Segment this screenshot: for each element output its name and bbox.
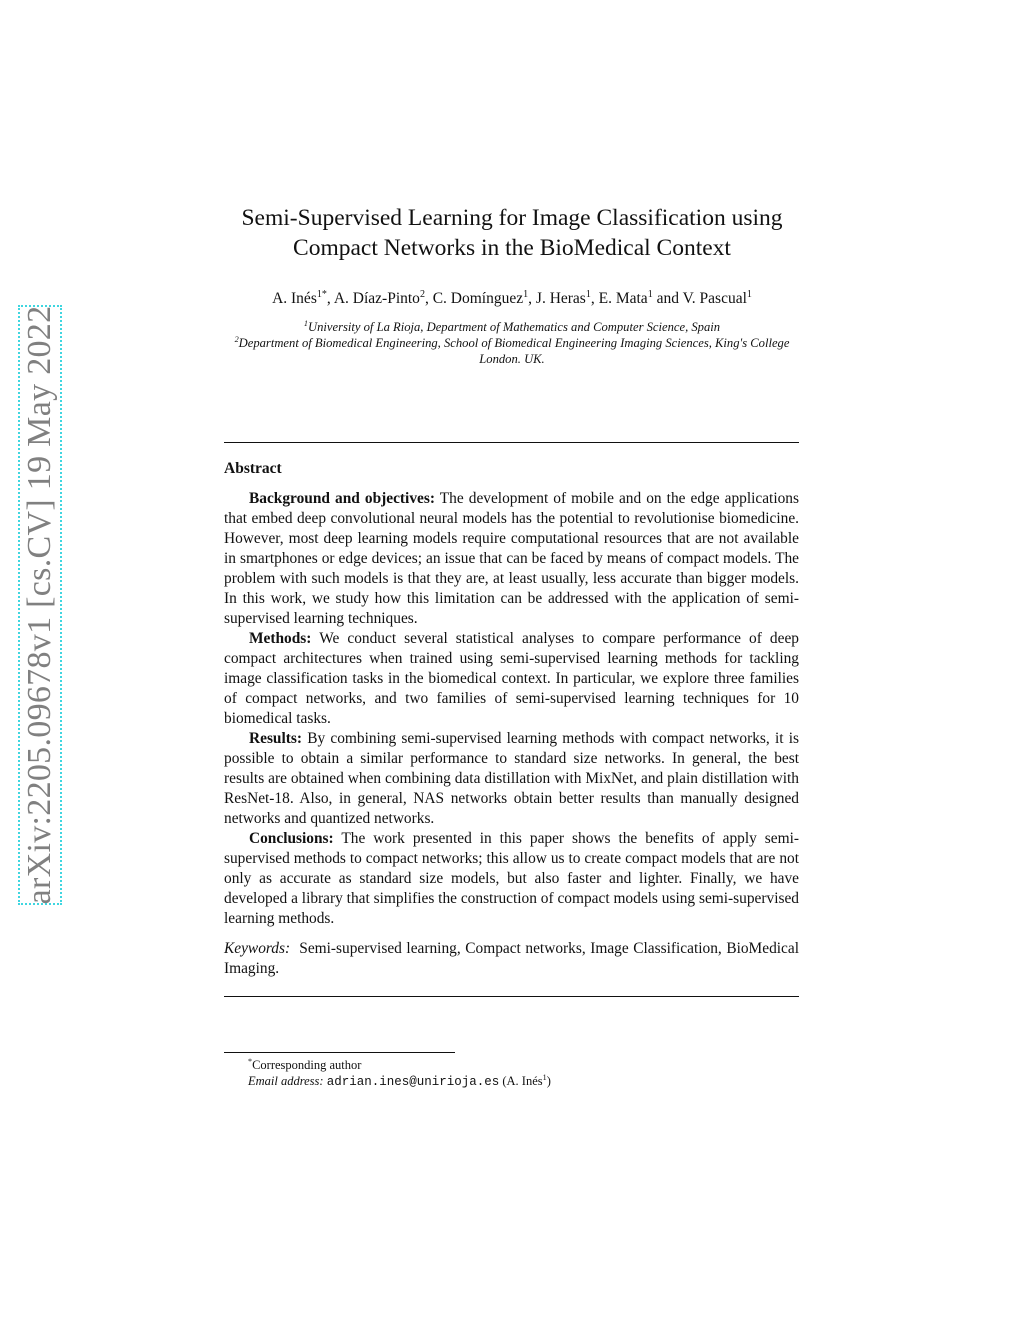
abstract-heading: Abstract: [224, 460, 282, 477]
paper-title: [200, 203, 824, 263]
keywords: Keywords: Semi-supervised learning, Compact networks, Image Classification, BioMedical Imaging.: [224, 940, 799, 977]
bottom-rule: [224, 996, 799, 997]
abstract-background: Background and objectives: The development of mobile and on the edge applications that embed deep convolutional neural models has the potential to revolutionise biomedicine. However, most deep learning models require computational resources that are not available in smartphones or edge devices; an issue that can be faced by means of compact models. The problem with such models is that they are, at least usually, less accurate than bigger models. In this work, we study how this limitation can be addressed with the application of semi-supervised learning techniques.: [224, 490, 799, 627]
author: E. Mata$^1$: [598, 288, 653, 307]
title-line-2: Compact Networks in the BioMedical Context: [293, 235, 731, 261]
author: A. Díaz-Pinto$^2$: [333, 288, 425, 307]
arxiv-stamp: [18, 305, 62, 905]
author: A. Inés$^{1*}$: [272, 288, 327, 307]
top-rule: [224, 442, 799, 443]
footnote-rule: [224, 1052, 455, 1053]
author: C. Domínguez$^1$: [432, 288, 529, 307]
email-link[interactable]: adrian.ines@unirioja.es: [326, 1075, 500, 1089]
corresponding-author-note: *Corresponding author: [248, 1056, 362, 1072]
affiliation: $^2$Department of Biomedical Engineering, School of Biomedical Engineering Imaging Sciences, King's College London. UK.: [234, 334, 790, 366]
footnote: [248, 1057, 551, 1090]
affiliations: [224, 319, 800, 367]
abstract-conclusions: Conclusions: The work presented in this paper shows the benefits of apply semi-supervised methods to compact networks; this allow us to create compact models that are not only as accurate as standard size models, but also faster and lighter. Finally, we have developed a library that simplifies the construction of compact models using semi-supervised learning methods.: [224, 830, 799, 927]
author: J. Heras$^1$: [535, 288, 591, 307]
abstract-methods: Methods: We conduct several statistical analyses to compare performance of deep compact architectures when trained using semi-supervised learning methods for tackling image classification tasks in the biomedical context. In particular, we explore three families of compact networks, and two families of semi-supervised learning techniques for 10 biomedical tasks.: [224, 630, 799, 727]
abstract-results: Results: By combining semi-supervised learning methods with compact networks, it is possible to obtain a similar performance to standard size networks. In general, the best results are obtained when combining data distillation with MixNet, and plain distillation with ResNet-18. Also, in general, NAS networks obtain better results than manually designed networks and quantized networks.: [224, 730, 799, 827]
author: V. Pascual$^1$: [682, 288, 752, 307]
author-list: A. Inés$^{1*}$, A. Díaz-Pinto$^2$, C. Domínguez$^1$, J. Heras$^1$, E. Mata$^1$ and V. Pascual$^1$: [272, 288, 752, 307]
title-line-1: Semi-Supervised Learning for Image Classification using: [241, 205, 783, 231]
abstract-body: [224, 489, 799, 979]
affiliation: $^1$University of La Rioja, Department of Mathematics and Computer Science, Spain: [303, 318, 721, 334]
arxiv-id: arXiv:2205.09678v1 [cs.CV] 19 May 2022: [21, 305, 58, 905]
email-note: Email address: adrian.ines@unirioja.es (A. Inés$^1$): [248, 1072, 551, 1089]
